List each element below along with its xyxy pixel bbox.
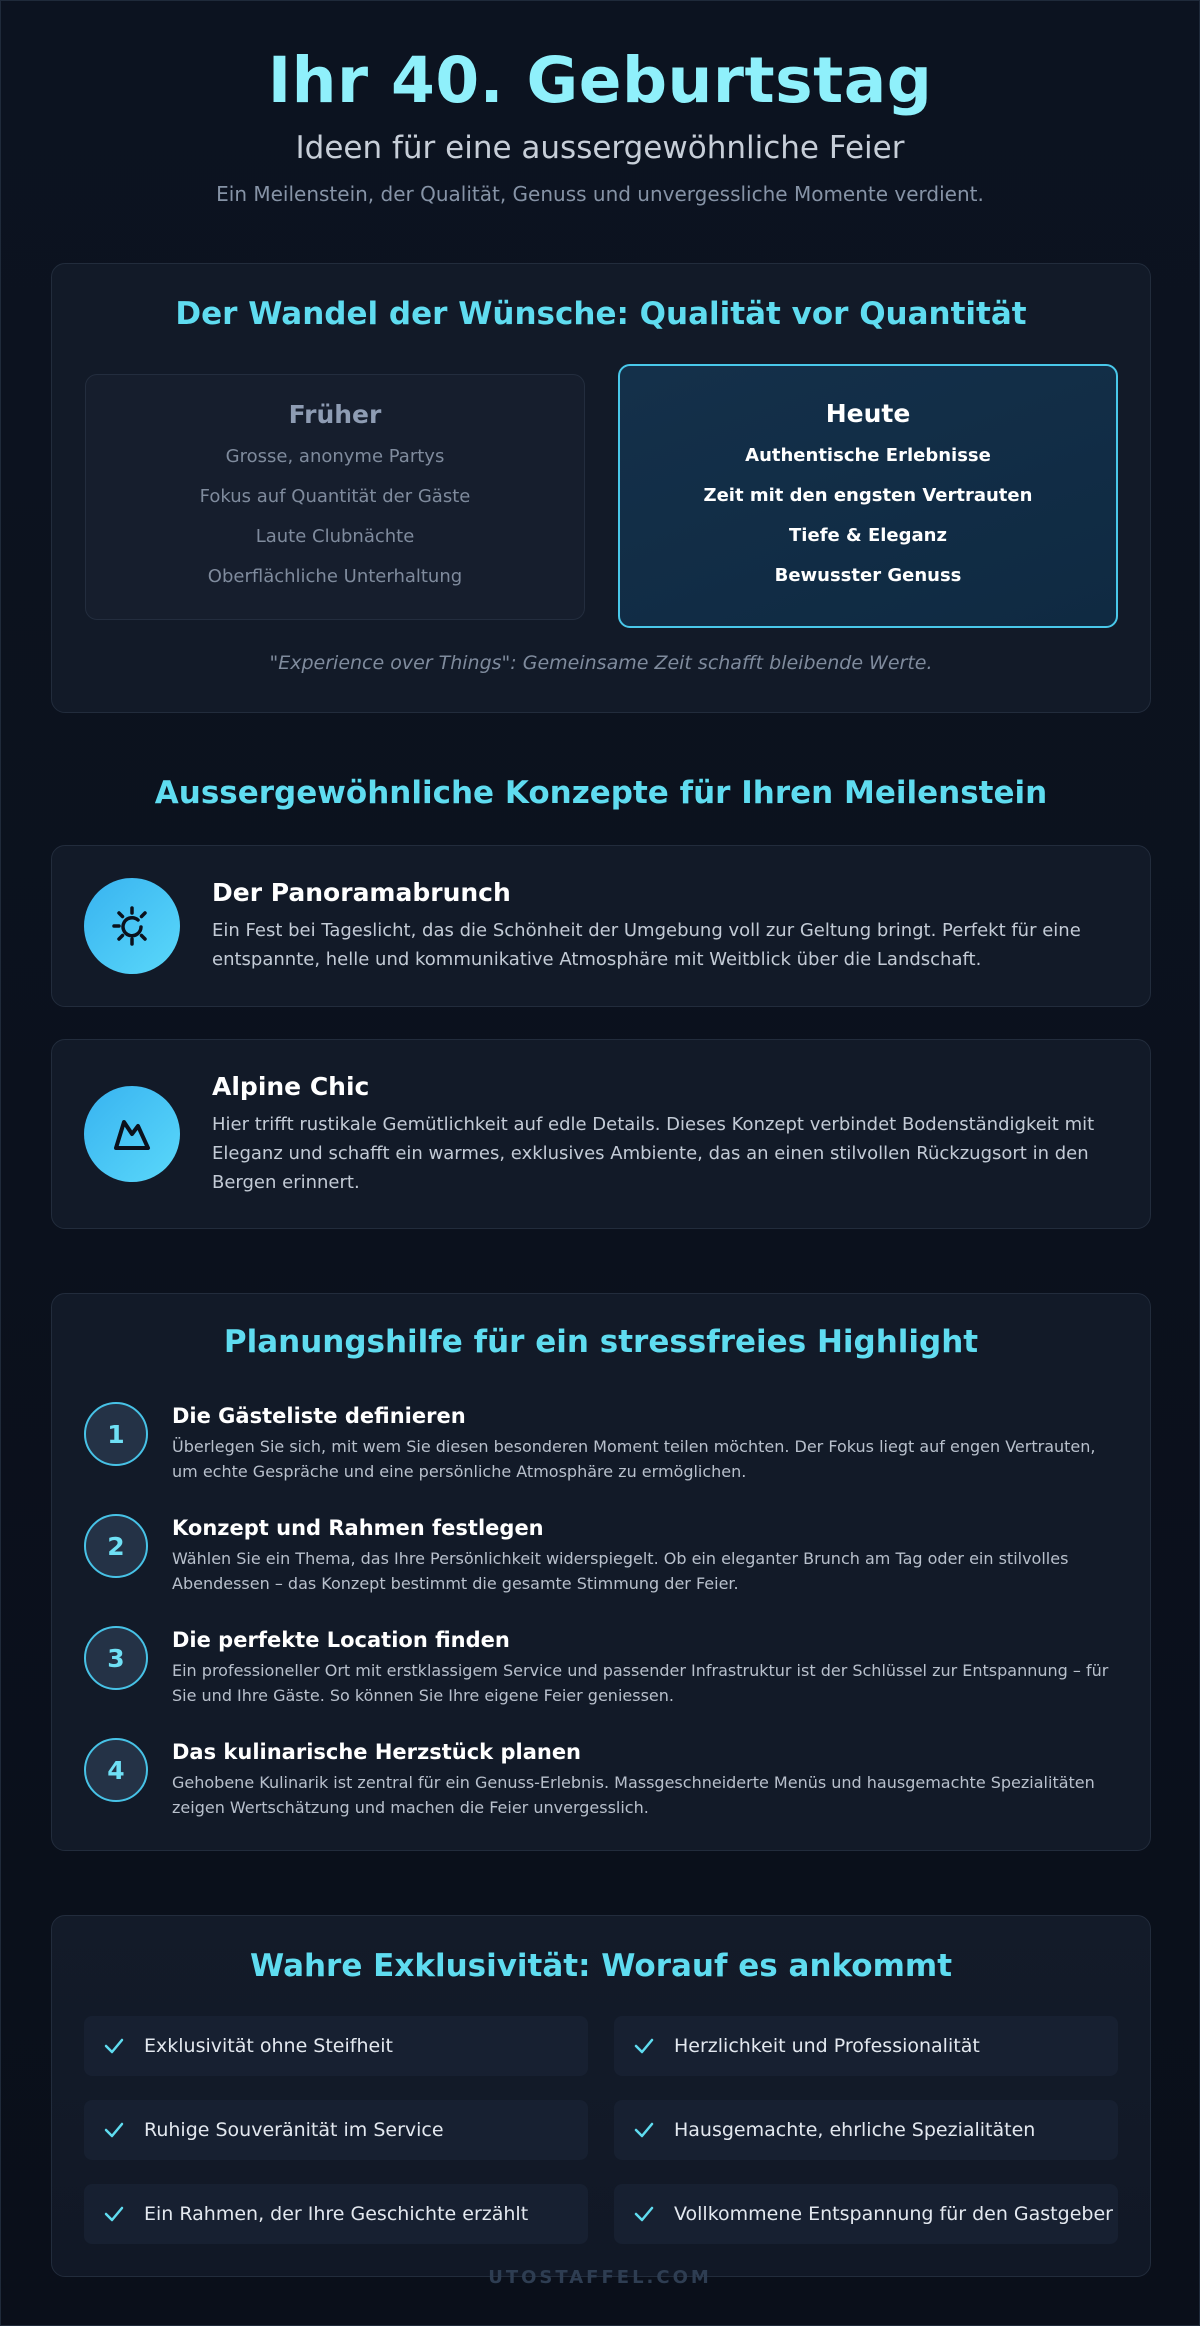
planning-step [84, 1514, 1110, 1604]
check-icon [614, 2202, 674, 2226]
wandel-title: Der Wandel der Wünsche: Qualität vor Quantität [175, 296, 1027, 332]
past-item: Laute Clubnächte [255, 526, 415, 547]
exclusive-item-label: Herzlichkeit und Professionalität [674, 2035, 980, 2057]
step-title: Die Gästeliste definieren [172, 1404, 466, 1428]
concept-name: Der Panoramabrunch [212, 878, 511, 907]
step-number: 2 [84, 1514, 148, 1578]
exclusive-item [84, 2016, 588, 2076]
page-title: Ihr 40. Geburtstag [267, 44, 933, 117]
concept-description: Ein Fest bei Tageslicht, das die Schönheit der Umgebung voll zur Geltung bringt. Perfekt für eine entspannte, helle und kommunikative Atmosphäre mit Weitblick über die Landschaft. [212, 920, 1081, 970]
now-title: Heute [825, 399, 911, 428]
concepts-title: Aussergewöhnliche Konzepte für Ihren Meilenstein [154, 775, 1048, 811]
exclusive-section [51, 1915, 1151, 2277]
concept-name: Alpine Chic [212, 1072, 370, 1101]
now-column [618, 364, 1118, 628]
exclusive-item [614, 2184, 1118, 2244]
check-icon [614, 2118, 674, 2142]
step-title: Das kulinarische Herzstück planen [172, 1740, 582, 1764]
past-list [86, 445, 584, 589]
past-item: Fokus auf Quantität der Gäste [199, 486, 471, 507]
concept-description: Hier trifft rustikale Gemütlichkeit auf edle Details. Dieses Konzept verbindet Bodenständigkeit mit Eleganz und schafft ein warmes, exklusives Ambiente, das an einen stilvollen Rückzugsort in den Bergen erinnert. [212, 1114, 1095, 1193]
check-icon [84, 2118, 144, 2142]
step-body [172, 1738, 1110, 1820]
wandel-quote: "Experience over Things": Gemeinsame Zeit schafft bleibende Werte. [269, 652, 933, 674]
now-item: Authentische Erlebnisse [745, 445, 991, 466]
exclusive-item-label: Hausgemachte, ehrliche Spezialitäten [674, 2119, 1036, 2141]
past-column [85, 374, 585, 620]
page-tagline: Ein Meilenstein, der Qualität, Genuss und unvergessliche Momente verdient. [216, 182, 984, 206]
header [1, 1, 1199, 207]
exclusive-item [84, 2100, 588, 2160]
step-body [172, 1514, 1110, 1596]
wandel-section [51, 263, 1151, 713]
now-list [620, 444, 1116, 588]
concept-card-panoramabrunch [51, 845, 1151, 1007]
step-description: Gehobene Kulinarik ist zentral für ein Genuss-Erlebnis. Massgeschneiderte Menüs und hausgemachte Spezialitäten zeigen Wertschätzung und machen die Feier unvergesslich. [172, 1773, 1095, 1817]
check-icon [614, 2034, 674, 2058]
planning-section [51, 1293, 1151, 1851]
step-title: Die perfekte Location finden [172, 1628, 510, 1652]
step-number: 4 [84, 1738, 148, 1802]
exclusive-title: Wahre Exklusivität: Worauf es ankommt [249, 1948, 953, 1984]
past-item: Oberflächliche Unterhaltung [207, 566, 463, 587]
step-number: 3 [84, 1626, 148, 1690]
step-description: Ein professioneller Ort mit erstklassigem Service und passender Infrastruktur ist der Schlüssel zur Entspannung – für Sie und Ihre Gäste. So können Sie Ihre eigene Feier geniessen. [172, 1661, 1109, 1705]
check-icon [84, 2034, 144, 2058]
page-subtitle: Ideen für eine aussergewöhnliche Feier [295, 130, 905, 166]
step-body [172, 1626, 1110, 1708]
planning-step [84, 1402, 1110, 1492]
planning-step [84, 1738, 1110, 1828]
planning-title: Planungshilfe für ein stressfreies Highlight [223, 1324, 979, 1360]
step-description: Wählen Sie ein Thema, das Ihre Persönlichkeit widerspiegelt. Ob ein eleganter Brunch am Tag oder ein stilvolles Abendessen – das Konzept bestimmt die gesamte Stimmung der Feier. [172, 1549, 1069, 1593]
planning-step [84, 1626, 1110, 1716]
concept-card-alpine-chic [51, 1039, 1151, 1229]
exclusive-item-label: Vollkommene Entspannung für den Gastgeber [674, 2203, 1113, 2225]
step-title: Konzept und Rahmen festlegen [172, 1516, 544, 1540]
concept-text [212, 1070, 1100, 1197]
sun-icon [84, 878, 180, 974]
exclusive-item-label: Exklusivität ohne Steifheit [144, 2035, 393, 2057]
past-item: Grosse, anonyme Partys [225, 446, 445, 467]
mountain-icon [84, 1086, 180, 1182]
exclusive-item-label: Ruhige Souveränität im Service [144, 2119, 444, 2141]
step-description: Überlegen Sie sich, mit wem Sie diesen besonderen Moment teilen möchten. Der Fokus liegt auf engen Vertrauten, um echte Gespräche und eine persönliche Atmosphäre zu ermöglichen. [172, 1437, 1096, 1481]
check-icon [84, 2202, 144, 2226]
now-item: Tiefe & Eleganz [789, 525, 947, 546]
past-title: Früher [288, 400, 382, 429]
step-number: 1 [84, 1402, 148, 1466]
exclusive-item [84, 2184, 588, 2244]
watermark: UTOSTAFFEL.COM [488, 2267, 712, 2288]
concept-text [212, 876, 1100, 974]
now-item: Zeit mit den engsten Vertrauten [703, 485, 1033, 506]
exclusive-item [614, 2100, 1118, 2160]
exclusive-item [614, 2016, 1118, 2076]
now-item: Bewusster Genuss [774, 565, 962, 586]
step-body [172, 1402, 1110, 1484]
exclusive-item-label: Ein Rahmen, der Ihre Geschichte erzählt [144, 2203, 529, 2225]
